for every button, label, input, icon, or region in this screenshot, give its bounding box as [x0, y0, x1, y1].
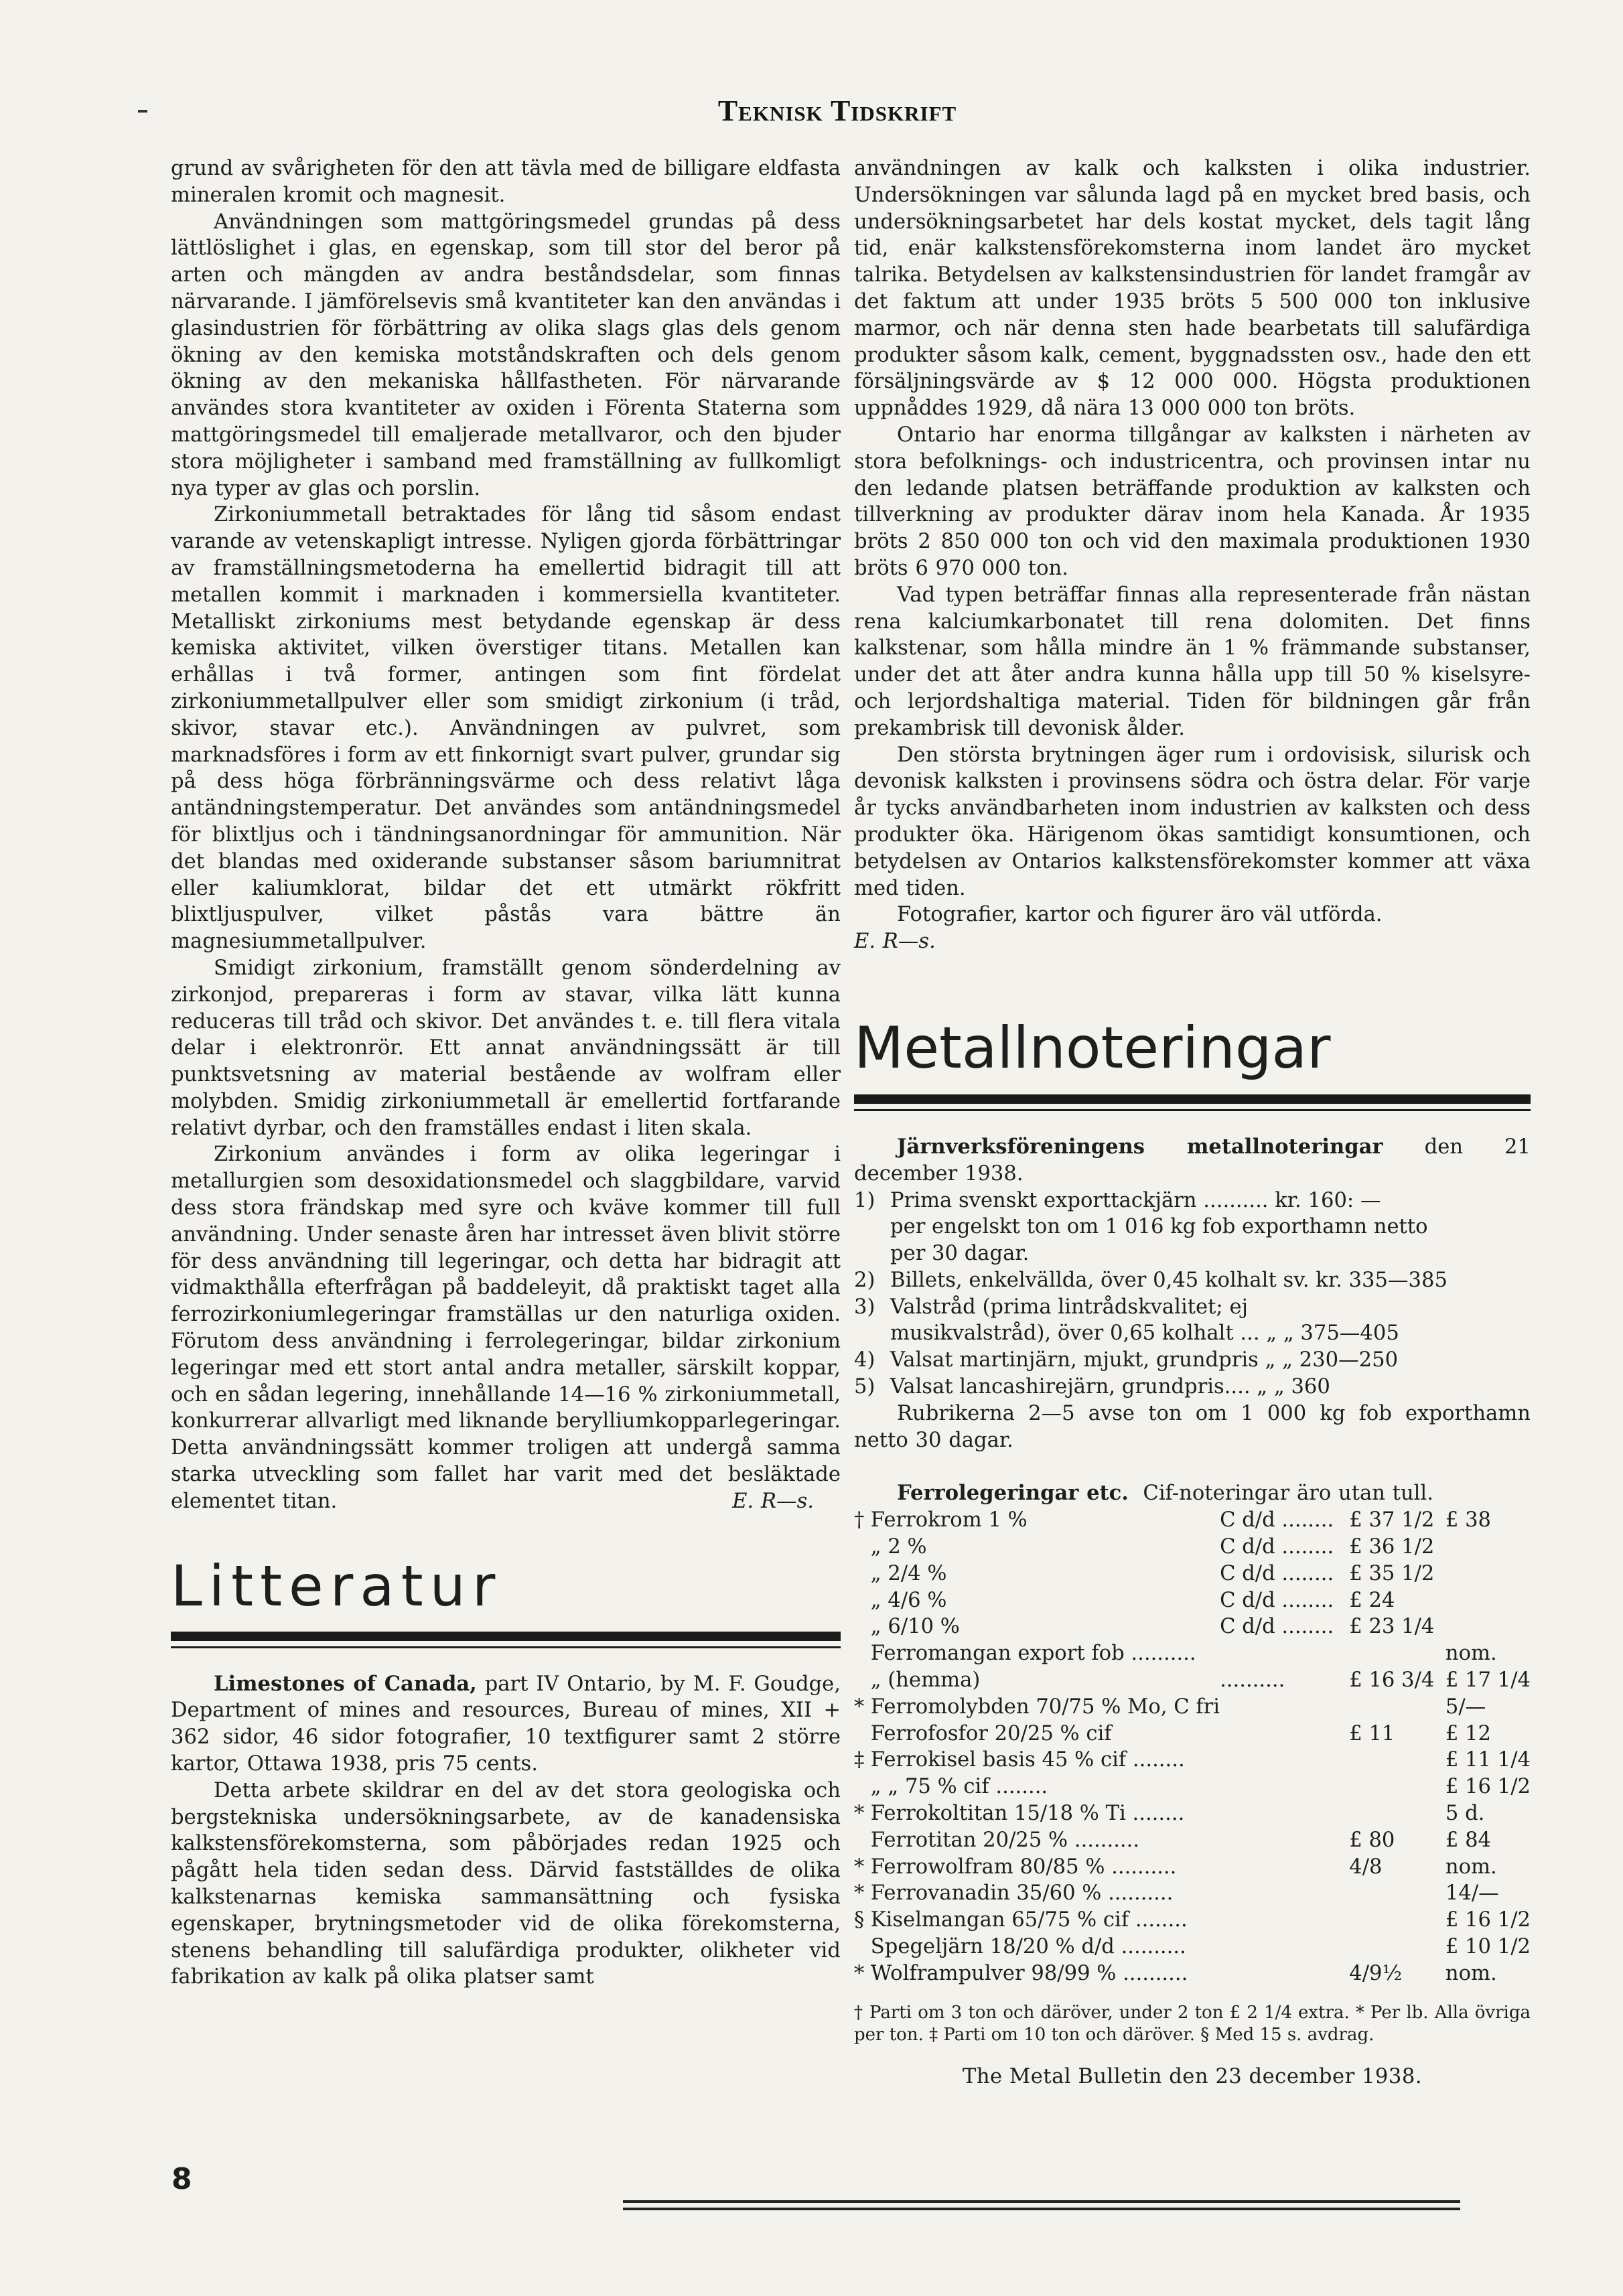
row-mark: * — [854, 1961, 865, 1985]
book-title: Limestones of Canada, — [214, 1671, 477, 1696]
left-column — [171, 155, 841, 1991]
row-value-1 — [1349, 1640, 1445, 1667]
ferro-table — [854, 1507, 1531, 1987]
row-name: „ (hemma) — [870, 1668, 981, 1693]
ferro-header — [854, 1480, 1531, 1507]
table-row — [854, 1747, 1531, 1774]
metal-intro-date: den 21 december 1938. — [854, 1135, 1531, 1186]
row-value-2: £ 12 — [1445, 1721, 1492, 1745]
list-item — [854, 1347, 1531, 1374]
row-value-1: £ 36 1/2 — [1349, 1535, 1435, 1559]
row-sub: C d/d ........ — [1220, 1615, 1334, 1639]
list-item — [854, 1374, 1531, 1401]
row-value-2: £ 38 — [1445, 1508, 1492, 1532]
row-mark: * — [854, 1802, 865, 1826]
price-list — [854, 1188, 1531, 1401]
row-name: „ 4/6 % — [870, 1588, 947, 1612]
row-value-2: nom. — [1445, 1642, 1497, 1666]
table-row — [854, 1613, 1531, 1640]
row-name: Ferrokisel basis 45 % cif ........ — [870, 1748, 1185, 1772]
table-row — [854, 1800, 1531, 1827]
row-value-2 — [1445, 1561, 1531, 1587]
table-row — [854, 1934, 1531, 1960]
row-value-2: 14/— — [1445, 1881, 1499, 1906]
page-number: 8 — [171, 2162, 192, 2196]
row-name: „ 2/4 % — [870, 1561, 947, 1585]
row-mark — [854, 1613, 871, 1640]
row-sub — [1220, 1774, 1349, 1800]
row-sub — [1220, 1800, 1349, 1827]
signature: E. R—s. — [854, 930, 936, 954]
list-item-cont: musikvalstråd), över 0,65 kolhalt ... „ „ 375—405 — [890, 1321, 1399, 1346]
row-mark — [854, 1774, 871, 1800]
row-name: „ 2 % — [870, 1535, 927, 1559]
row-value-1: £ 11 — [1349, 1721, 1395, 1745]
table-row — [854, 1587, 1531, 1614]
row-value-2 — [1445, 1587, 1531, 1614]
paragraph: Användningen som mattgöringsmedel grundas på dess lättlöslighet i glas, en egenskap, som till stor del beror på arten och mängden av andra beståndsdelar, som finnas närvarande. I jämförelsevis små kvantiteter kan den användas i glasindustrien för förbättring av olika slags glas dels genom ökning av den kemiska motståndskraften och dels genom ökning av den mekaniska hållfastheten. För närvarande användes stora kvantiteter av oxiden i Förenta Staterna som mattgöringsmedel till emaljerade metallvaror, och den bjuder stora möjligheter i samband med framställning av fullkomligt nya typer av glas och porslin. — [171, 210, 841, 500]
table-row — [854, 1774, 1531, 1800]
section-title-litteratur: Litteratur — [171, 1553, 502, 1619]
row-sub — [1220, 1880, 1349, 1907]
row-mark: † — [854, 1508, 865, 1532]
row-value-1: 4/9½ — [1349, 1961, 1403, 1985]
table-row — [854, 1721, 1531, 1747]
row-value-1 — [1349, 1880, 1445, 1907]
bottom-rule — [623, 2208, 1460, 2210]
table-row — [854, 1534, 1531, 1561]
paragraph: Zirkoniummetall betraktades för lång tid såsom endast varande av vetenskapligt intresse. Nyligen gjorda förbättringar av framställningsmetoderna ha emellertid bidragit till att metallen kommit i marknaden i kommersiella kvantiteter. Metalliskt zirkoniums mest betydande egenskap är dess kemiska aktivitet, vilken överstiger titans. Metallen kan erhållas i två former, antingen som fint fördelat zirkoniummetallpulver eller som smidigt zirkonium (i tråd, skivor, stavar etc.). Användningen av pulvret, som marknadsföres i form av ett finkornigt svart pulver, grundar sig på dess höga förbränningsvärme och dess relativt låga antändningstemperatur. Det användes som antändningsmedel för blixtljus och i tändningsanordningar för ammunition. När det blandas med oxiderande substanser såsom bariumnitrat eller kaliumklorat, bildar det ett utmärkt rökfritt blixtljuspulver, vilket påstås vara bättre än magnesiummetallpulver. — [171, 503, 841, 954]
row-mark — [854, 1561, 871, 1587]
table-row — [854, 1561, 1531, 1587]
row-sub: C d/d ........ — [1220, 1561, 1334, 1585]
row-mark: * — [854, 1881, 865, 1906]
table-row — [854, 1507, 1531, 1534]
row-mark — [854, 1667, 871, 1694]
running-head: Teknisk Tidskrift — [717, 94, 957, 127]
row-name: „ 6/10 % — [870, 1615, 960, 1639]
row-value-1: £ 37 1/2 — [1349, 1508, 1435, 1532]
row-value-1 — [1349, 1747, 1445, 1774]
row-name: Ferromangan export fob .......... — [870, 1642, 1196, 1666]
row-sub — [1220, 1747, 1349, 1774]
row-sub — [1220, 1694, 1349, 1721]
row-name: Ferrovanadin 35/60 % .......... — [870, 1881, 1174, 1906]
row-value-2: nom. — [1445, 1855, 1497, 1879]
row-value-2: nom. — [1445, 1961, 1497, 1985]
item-text: Prima svenskt exporttackjärn .......... kr. 160: — — [890, 1188, 1381, 1212]
item-text: Valsat lancashirejärn, grundpris.... „ „ 360 — [890, 1375, 1330, 1399]
list-item-cont: per 30 dagar. — [890, 1242, 1030, 1266]
paragraph: Ontario har enorma tillgångar av kalksten i närheten av stora befolknings- och industricentra, och provinsen intar nu den ledande platsen beträffande produktion av kalksten och tillverkning av produkter därav inom hela Kanada. År 1935 bröts 2 850 000 ton och vid den maximala produktionen 1930 bröts 6 970 000 ton. — [854, 423, 1531, 580]
margin-mark — [138, 110, 147, 113]
ferro-header-note: Cif-noteringar äro utan tull. — [1143, 1482, 1433, 1506]
row-value-1 — [1349, 1907, 1445, 1934]
row-mark — [854, 1587, 871, 1614]
row-value-1: £ 80 — [1349, 1828, 1395, 1852]
item-number: 1) — [854, 1188, 875, 1212]
row-sub — [1220, 1827, 1349, 1854]
row-mark — [854, 1534, 871, 1561]
row-name: Ferrofosfor 20/25 % cif — [870, 1721, 1112, 1745]
row-value-1: £ 16 3/4 — [1349, 1668, 1435, 1693]
item-text: Valstråd (prima lintrådskvalitet; ej — [890, 1295, 1249, 1319]
row-value-1: £ 35 1/2 — [1349, 1561, 1435, 1585]
row-value-2: £ 84 — [1445, 1828, 1492, 1852]
table-row — [854, 1854, 1531, 1881]
row-mark: § — [854, 1908, 865, 1932]
row-name: Wolframpulver 98/99 % .......... — [870, 1961, 1188, 1985]
row-value-2: £ 16 1/2 — [1445, 1908, 1531, 1932]
row-sub — [1220, 1640, 1349, 1667]
table-row — [854, 1880, 1531, 1907]
row-mark — [854, 1934, 871, 1960]
row-sub: .......... — [1220, 1668, 1285, 1693]
row-name: Ferrotitan 20/25 % .......... — [870, 1828, 1140, 1852]
row-sub: C d/d ........ — [1220, 1535, 1334, 1559]
row-value-2: £ 11 1/4 — [1445, 1748, 1531, 1772]
row-sub — [1220, 1934, 1349, 1960]
row-sub: C d/d ........ — [1220, 1508, 1334, 1532]
title-rule-thin — [171, 1646, 841, 1648]
table-row — [854, 1960, 1531, 1987]
row-name: Spegeljärn 18/20 % d/d .......... — [870, 1935, 1186, 1959]
row-mark: * — [854, 1695, 865, 1719]
paragraph: Vad typen beträffar finnas alla representerade från nästan rena kalciumkarbonatet till rena dolomiten. Det finns kalkstenar, som hålla mindre än 1 % främmande substanser, under det att åter andra kunna hålla upp till 50 % kiselsyre- och lerjordshaltiga material. Tiden för bildningen går från prekambrisk till devonisk ålder. — [854, 583, 1531, 740]
paragraph: Smidigt zirkonium, framställt genom sönderdelning av zirkonjod, prepareras i form av stavar, vilka lätt kunna reduceras till tråd och skivor. Det användes t. e. till flera vitala delar i elektronrör. Ett annat användningssätt är till punktsvetsning av material bestående av wolfram eller molybden. Smidig zirkoniummetall är emellertid fortfarande relativt dyrbar, och den framställes endast i liten skala. — [171, 956, 841, 1140]
row-mark: * — [854, 1855, 865, 1879]
source-line: The Metal Bulletin den 23 december 1938. — [962, 2064, 1423, 2088]
row-value-1 — [1349, 1800, 1445, 1827]
book-details: part IV Ontario, by M. F. Goudge, Department of mines and resources, Bureau of mines, XII + 362 sidor, 46 sidor fotografier, 10 textfigurer samt 2 större kartor, Ottawa 1938, pris 75 cents. — [171, 1672, 841, 1776]
rubric-note: Rubrikerna 2—5 avse ton om 1 000 kg fob exporthamn netto 30 dagar. — [854, 1401, 1531, 1452]
table-row — [854, 1667, 1531, 1694]
row-sub — [1220, 1854, 1349, 1881]
list-item — [854, 1294, 1531, 1321]
row-name: Ferrowolfram 80/85 % .......... — [870, 1855, 1177, 1879]
paragraph: Fotografier, kartor och figurer äro väl utförda. — [897, 903, 1383, 927]
list-item-cont: per engelskt ton om 1 016 kg fob exporthamn netto — [890, 1215, 1428, 1239]
paragraph — [171, 1141, 841, 1514]
ferro-header-title: Ferrolegeringar etc. — [897, 1481, 1129, 1506]
row-mark — [854, 1640, 871, 1667]
item-number: 4) — [854, 1348, 875, 1372]
row-name: Ferrokrom 1 % — [870, 1508, 1028, 1532]
section-title-metallnoteringar: Metallnoteringar — [854, 1014, 1331, 1082]
footnote: † Parti om 3 ton och däröver, under 2 ton £ 2 1/4 extra. * Per lb. Alla övriga per ton. ‡ Parti om 10 ton och däröver. § Med 15 s. avdrag. — [854, 2002, 1531, 2045]
row-name: Ferromolybden 70/75 % Mo, C fri — [870, 1695, 1220, 1719]
row-value-1 — [1349, 1694, 1445, 1721]
row-mark — [854, 1827, 871, 1854]
row-value-2 — [1445, 1534, 1531, 1561]
table-row — [854, 1907, 1531, 1934]
row-value-1: £ 23 1/4 — [1349, 1615, 1435, 1639]
bottom-rule — [623, 2200, 1460, 2203]
row-value-2: £ 10 1/2 — [1445, 1935, 1531, 1959]
table-row — [854, 1827, 1531, 1854]
paragraph: Den största brytningen äger rum i ordovisisk, silurisk och devonisk kalksten i provinsens södra och östra delar. För varje år tycks användbarheten inom industrien av kalksten och dess produkter öka. Härigenom ökas samtidigt konsumtionen, och betydelsen av Ontarios kalkstensförekomster kommer att växa med tiden. — [854, 743, 1531, 900]
list-item — [854, 1188, 1531, 1214]
row-value-1: 4/8 — [1349, 1855, 1383, 1879]
title-rule — [854, 1094, 1531, 1104]
row-value-2: 5 d. — [1445, 1802, 1485, 1826]
title-rule — [171, 1632, 841, 1641]
book-reference — [171, 1671, 841, 1778]
row-name: Kiselmangan 65/75 % cif ........ — [870, 1908, 1188, 1932]
item-number: 3) — [854, 1295, 875, 1319]
table-row — [854, 1694, 1531, 1721]
row-mark: ‡ — [854, 1748, 865, 1772]
row-value-2 — [1445, 1613, 1531, 1640]
row-sub — [1220, 1721, 1349, 1747]
signature: E. R—s. — [732, 1489, 814, 1513]
item-number: 2) — [854, 1268, 875, 1292]
row-value-2: 5/— — [1445, 1695, 1486, 1719]
row-value-1: £ 24 — [1349, 1588, 1395, 1612]
item-text: Billets, enkelvällda, över 0,45 kolhalt sv. kr. 335—385 — [890, 1268, 1448, 1292]
row-mark — [854, 1721, 871, 1747]
title-rule-thin — [854, 1109, 1531, 1111]
row-name: „ „ 75 % cif ........ — [870, 1775, 1048, 1799]
paragraph: grund av svårigheten för den att tävla med de billigare eldfasta mineralen kromit och magnesit. — [171, 157, 841, 207]
row-sub — [1220, 1907, 1349, 1934]
row-sub — [1220, 1960, 1349, 1987]
paragraph-text: Zirkonium användes i form av olika legeringar i metallurgien som desoxidationsmedel och slaggbildare, varvid dess stora frändskap med syre och kväve kommer till full användning. Under senaste åren har intresset även blivit större för dess användning till legeringar, och detta har bidragit att vidmakthålla efterfrågan på baddeleyit, då praktiskt taget alla ferrozirkoniumlegeringar framställas ur den naturliga oxiden. Förutom dess användning i ferrolegeringar, bildar zirkonium legeringar med ett stort antal andra metaller, särskilt koppar, och en sådan legering, innehållande 14—16 % zirkoniummetall, konkurrerar allvarligt med liknande berylliumkopparlegeringar. Detta användningssätt kommer troligen att undergå samma starka utveckling som fallet har varit med det besläktade elementet titan. — [171, 1143, 841, 1513]
paragraph: användningen av kalk och kalksten i olika industrier. Undersökningen var sålunda lagd på en mycket bred basis, och undersökningsarbetet har dels kostat mycket, dels tagit lång tid, enär kalkstensförekomsterna inom landet äro mycket talrika. Betydelsen av kalkstensindustrien för landet framgår av det faktum att under 1935 bröts 5 500 000 ton inklusive marmor, och när denna sten hade bearbetats till salufärdiga produkter såsom kalk, cement, byggnadssten osv., hade den ett försäljningsvärde av $ 12 000 000. Högsta produktionen uppnåddes 1929, då nära 13 000 000 ton bröts. — [854, 157, 1531, 421]
paragraph: Detta arbete skildrar en del av det stora geologiska och bergstekniska undersökningsarbete, av de kanadensiska kalkstensförekomsterna, som påbörjades redan 1925 och pågått hela tiden sedan dess. Därvid fastställdes de olika kalkstenarnas kemiska sammansättning och fysiska egenskaper, brytningsmetoder vid de olika förekomsterna, stenens behandling till salufärdiga produkter, olikheter vid fabrikation av kalk på olika platser samt — [171, 1778, 841, 1989]
metal-intro — [854, 1134, 1531, 1188]
right-column — [854, 155, 1531, 2088]
item-number: 5) — [854, 1375, 875, 1399]
metal-intro-title: Järnverksföreningens metallnoteringar — [897, 1134, 1383, 1159]
row-value-2: £ 17 1/4 — [1445, 1668, 1531, 1693]
row-value-1 — [1349, 1934, 1445, 1960]
item-text: Valsat martinjärn, mjukt, grundpris „ „ 230—250 — [890, 1348, 1399, 1372]
list-item — [854, 1267, 1531, 1294]
table-row — [854, 1640, 1531, 1667]
row-name: Ferrokoltitan 15/18 % Ti ........ — [870, 1802, 1185, 1826]
row-value-2: £ 16 1/2 — [1445, 1775, 1531, 1799]
row-value-1 — [1349, 1774, 1445, 1800]
row-sub: C d/d ........ — [1220, 1588, 1334, 1612]
